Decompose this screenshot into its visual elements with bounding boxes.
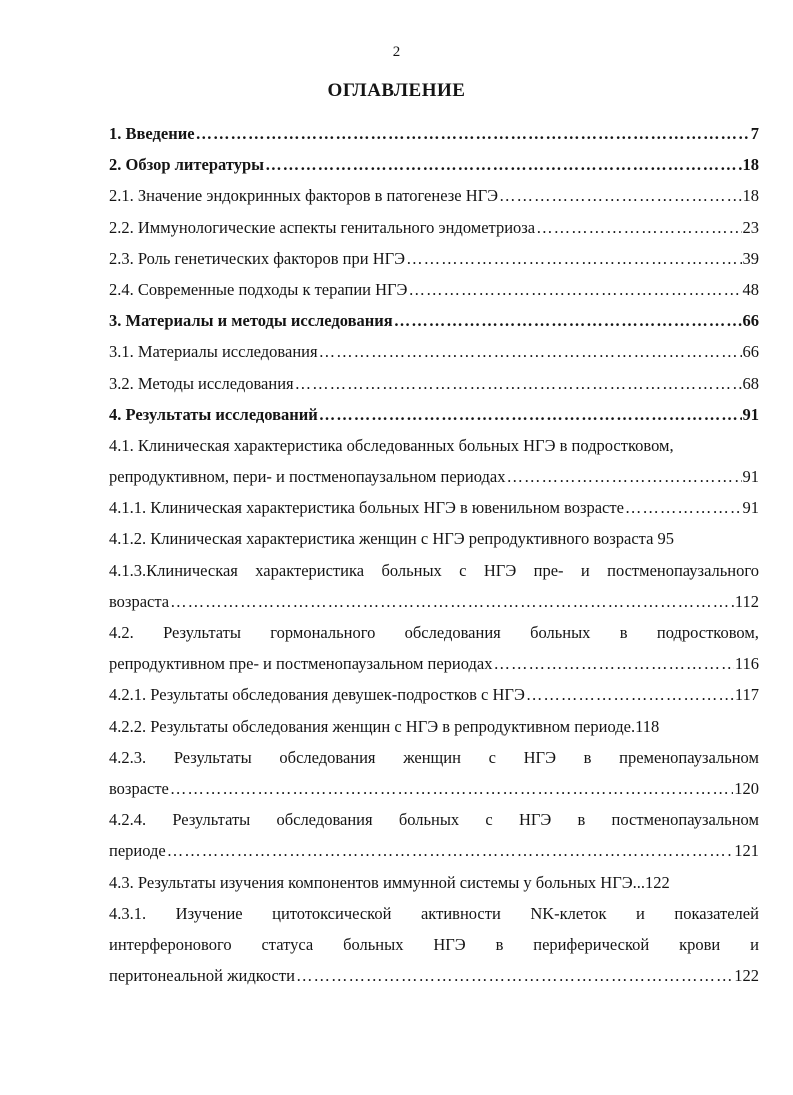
word: в [495, 934, 504, 954]
toc-entry-4-3-1-line2 [109, 929, 759, 960]
dot-leader [499, 180, 741, 211]
dot-leader [506, 461, 741, 492]
toc-entry-page: 66 [742, 311, 759, 331]
toc-entry-text: 2. Обзор литературы [109, 155, 265, 175]
word: активности [420, 903, 501, 923]
toc-entry [109, 305, 759, 336]
word: больных [398, 810, 460, 830]
dot-leader [319, 336, 742, 367]
dot-leader [625, 492, 742, 523]
dot-leader [167, 835, 734, 866]
toc-entry [109, 368, 759, 399]
toc-entry-text: 4.2.1. Результаты обследования девушек-подростков с НГЭ [109, 685, 525, 705]
toc-entry-4-3-1-line3 [109, 960, 759, 991]
toc-entry-page: 91 [742, 404, 759, 424]
dot-leader [394, 305, 742, 336]
toc-entry-text: 3. Материалы и методы исследования [109, 311, 393, 331]
table-of-contents [109, 118, 759, 991]
toc-entry-4-1-1 [109, 492, 759, 523]
toc-entry-page: 68 [742, 373, 759, 393]
word: постменопаузального [607, 560, 759, 580]
toc-entry-text: периоде [109, 841, 166, 861]
dot-leader [408, 274, 741, 305]
dot-leader [170, 586, 734, 617]
word: НГЭ [433, 934, 466, 954]
toc-entry-text: репродуктивном, пери- и постменопаузальном периодах [109, 467, 506, 487]
toc-entry-text: возрасте [109, 778, 169, 798]
word: интерферонового [109, 934, 232, 954]
toc-entry-text: возраста [109, 591, 170, 611]
toc-entry-4-1-line1: 4.1. Клиническая характеристика обследованных больных НГЭ в подростковом, [109, 435, 674, 455]
toc-entry-page: 48 [742, 279, 759, 299]
word: НГЭ [483, 560, 517, 580]
word: подростковом, [656, 623, 759, 642]
word: Изучение [175, 903, 243, 923]
word: больных [381, 560, 442, 580]
word: Результаты [172, 810, 251, 830]
word: гормонального [270, 623, 376, 642]
word: и [750, 934, 759, 954]
word: с [488, 747, 496, 767]
dot-leader [536, 212, 741, 243]
toc-entry-text: репродуктивном пре- и постменопаузальном периодах [109, 654, 493, 674]
toc-entry-4-1-3-line1 [109, 555, 759, 586]
dot-leader [406, 243, 741, 274]
word: NK-клеток [530, 903, 607, 923]
toc-entry-4-3: 4.3. Результаты изучения компонентов иммунной системы у больных НГЭ...122 [109, 872, 670, 892]
toc-entry-page: 18 [742, 155, 759, 175]
toc-entry-text: 4. Результаты исследований [109, 404, 318, 424]
page-number: 2 [392, 44, 401, 60]
toc-title: ОГЛАВЛЕНИЕ [327, 80, 466, 101]
toc-entry-text: 1. Введение [109, 124, 195, 143]
toc-entry-4-2-1 [109, 679, 759, 710]
toc-entry-4-2-line2 [109, 648, 759, 679]
toc-entry-text: 3.2. Методы исследования [109, 373, 294, 393]
toc-entry-text: 2.2. Иммунологические аспекты генитального эндометриоза [109, 217, 536, 237]
toc-entry [109, 336, 759, 367]
word: Результаты [163, 623, 241, 642]
word: и [580, 560, 590, 580]
dot-leader [295, 368, 742, 399]
word: и [636, 903, 645, 923]
toc-entry-4-1-2: 4.1.2. Клиническая характеристика женщин с НГЭ репродуктивного возраста 95 [109, 529, 675, 549]
toc-entry-page: 112 [734, 591, 759, 611]
dot-leader [526, 679, 734, 710]
word: цитотоксической [272, 903, 392, 923]
toc-entry-page: 120 [734, 778, 759, 798]
toc-entry-page: 7 [750, 124, 759, 143]
toc-entry-text: 2.3. Роль генетических факторов при НГЭ [109, 248, 406, 268]
toc-entry-page: 23 [742, 217, 759, 237]
toc-entry-text: 3.1. Материалы исследования [109, 342, 318, 362]
toc-entry-page: 18 [742, 186, 759, 206]
toc-entry-page: 122 [734, 966, 759, 986]
toc-entry [109, 118, 759, 149]
dot-leader [319, 399, 742, 430]
toc-entry-4-3-1-line1 [109, 898, 759, 929]
word: в [577, 810, 586, 830]
toc-entry-text: 2.4. Современные подходы к терапии НГЭ [109, 279, 408, 299]
toc-entry-page: 66 [742, 342, 759, 362]
word: обследования [276, 810, 373, 830]
word: женщин [403, 747, 461, 767]
toc-entry-page: 39 [742, 248, 759, 268]
toc-entry-4-2-4-line2 [109, 835, 759, 866]
toc-entry [109, 243, 759, 274]
toc-entry [109, 399, 759, 430]
toc-entry-page: 121 [734, 841, 759, 861]
toc-entry-page: 91 [742, 467, 759, 487]
word: 4.2.3. [109, 747, 147, 767]
toc-entry-4-2-3-line2 [109, 773, 759, 804]
word: обследования [404, 623, 501, 642]
word: больных [530, 623, 591, 642]
toc-entry-text: 4.1.1. Клиническая характеристика больных НГЭ в ювенильном возрасте [109, 498, 624, 518]
word: постменопаузальном [611, 810, 759, 830]
word: больных [343, 934, 404, 954]
toc-entry [109, 149, 759, 180]
dot-leader [196, 118, 750, 149]
word: НГЭ [523, 747, 556, 767]
word: пре- [533, 560, 564, 580]
word: статуса [261, 934, 314, 954]
word: обследования [279, 747, 376, 767]
toc-entry-4-1-line2 [109, 461, 759, 492]
toc-entry-4-2-3-line1 [109, 742, 759, 773]
word: с [485, 810, 493, 830]
dot-leader [296, 960, 733, 991]
toc-entry-text: перитонеальной жидкости [109, 966, 295, 986]
word: характеристика [255, 560, 365, 580]
word: 4.2. [109, 623, 134, 642]
toc-entry [109, 212, 759, 243]
toc-entry [109, 180, 759, 211]
word: крови [679, 934, 721, 954]
dot-leader [265, 149, 741, 180]
word: 4.2.4. [109, 810, 147, 830]
word: показателей [674, 903, 759, 923]
word: в [583, 747, 592, 767]
word: периферической [533, 934, 650, 954]
toc-entry-4-1-3-line2 [109, 586, 759, 617]
word: с [459, 560, 467, 580]
dot-leader [170, 773, 733, 804]
toc-entry-4-2-4-line1 [109, 804, 759, 835]
word: в [619, 623, 628, 642]
toc-entry-4-2-line1 [109, 617, 759, 648]
word: НГЭ [518, 810, 552, 830]
dot-leader [494, 648, 734, 679]
word: 4.1.3.Клиническая [109, 560, 238, 580]
toc-entry-page: 117 [734, 685, 759, 705]
word: 4.3.1. [109, 903, 147, 923]
toc-entry [109, 274, 759, 305]
toc-entry-page: 91 [742, 498, 759, 518]
word: Результаты [173, 747, 252, 767]
toc-entry-text: 2.1. Значение эндокринных факторов в патогенезе НГЭ [109, 186, 499, 206]
toc-entry-4-2-2: 4.2.2. Результаты обследования женщин с НГЭ в репродуктивном периоде.118 [109, 716, 660, 736]
toc-entry-page: 116 [734, 654, 759, 674]
word: пременопаузальном [619, 747, 759, 767]
